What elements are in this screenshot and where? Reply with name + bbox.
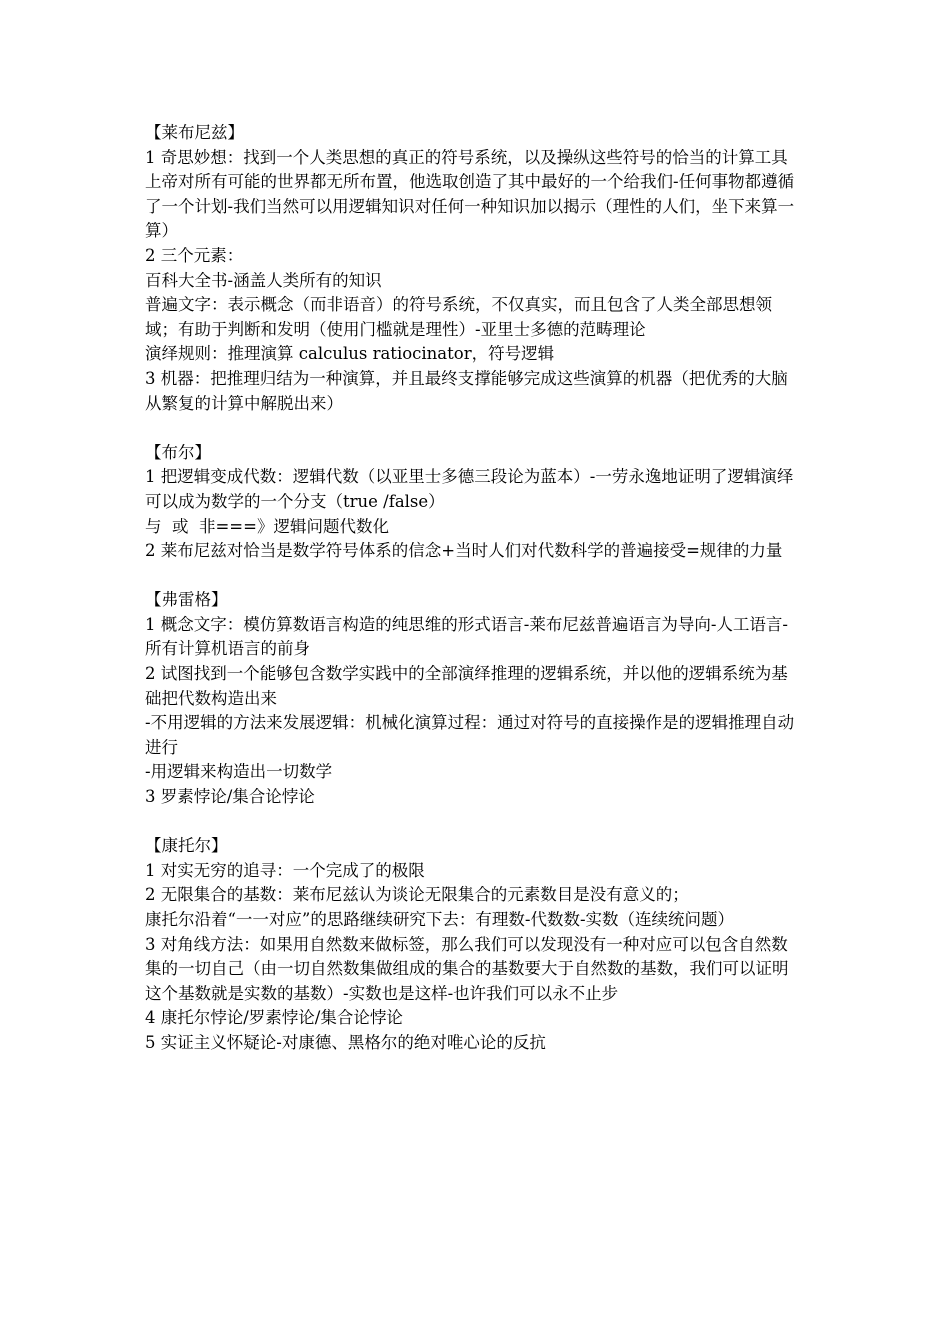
paragraph-line: 3 对角线方法：如果用自然数来做标签，那么我们可以发现没有一种对应可以包含自然数集的一切自己（由一切自然数集做组成的集合的基数要大于自然数的基数，我们可以证明这个基数就是实数的基数）-实数也是这样-也许我们可以永不止步 — [145, 934, 789, 1003]
section-spacer — [145, 564, 800, 589]
paragraph-line: 普遍文字：表示概念（而非语音）的符号系统，不仅真实，而且包含了人类全部思想领域；有助于判断和发明（使用门槛就是理性）-亚里士多德的范畴理论 — [145, 295, 772, 339]
section-boole — [145, 441, 800, 564]
section-title: 【布尔】 — [145, 442, 211, 462]
paragraph-line: 1 对实无穷的追寻：一个完成了的极限 — [145, 860, 425, 880]
document-page — [145, 121, 800, 1056]
section-title: 【弗雷格】 — [145, 590, 228, 610]
paragraph-line: 2 莱布尼兹对恰当是数学符号体系的信念+当时人们对代数科学的普遍接受=规律的力量 — [145, 541, 783, 561]
section-title: 【康托尔】 — [145, 836, 228, 856]
section-spacer — [145, 416, 800, 441]
paragraph-line: 1 概念文字：模仿算数语言构造的纯思维的形式语言-莱布尼兹普遍语言为导向-人工语言-所有计算机语言的前身 — [145, 614, 788, 659]
paragraph-line: 1 奇思妙想：找到一个人类思想的真正的符号系统，以及操纵这些符号的恰当的计算工具 — [145, 147, 788, 167]
section-spacer — [145, 810, 800, 835]
paragraph-line: -不用逻辑的方法来发展逻辑：机械化演算过程：通过对符号的直接操作是的逻辑推理自动进行 — [145, 713, 795, 757]
paragraph-line: 百科大全书-涵盖人类所有的知识 — [145, 270, 382, 290]
section-frege — [145, 588, 800, 809]
section-title: 【莱布尼兹】 — [145, 123, 244, 142]
paragraph-line: 2 三个元素： — [145, 245, 244, 265]
section-leibniz — [145, 121, 800, 416]
paragraph-line: 2 无限集合的基数：莱布尼兹认为谈论无限集合的元素数目是没有意义的； — [145, 885, 689, 905]
paragraph-line: 3 机器：把推理归结为一种演算，并且最终支撑能够完成这些演算的机器（把优秀的大脑从繁复的计算中解脱出来） — [145, 368, 788, 413]
paragraph-line: 5 实证主义怀疑论-对康德、黑格尔的绝对唯心论的反抗 — [145, 1032, 546, 1052]
paragraph-line: 康托尔沿着“一一对应”的思路继续研究下去：有理数-代数数-实数（连续统问题） — [145, 910, 735, 929]
paragraph-line: 与 或 非===》逻辑问题代数化 — [145, 516, 389, 536]
paragraph-line: 上帝对所有可能的世界都无所布置，他选取创造了其中最好的一个给我们-任何事物都遵循了一个计划-我们当然可以用逻辑知识对任何一种知识加以揭示（理性的人们，坐下来算一算） — [145, 172, 795, 241]
paragraph-line: 3 罗素悖论/集合论悖论 — [145, 787, 315, 807]
paragraph-line: 2 试图找到一个能够包含数学实践中的全部演绎推理的逻辑系统，并以他的逻辑系统为基础把代数构造出来 — [145, 664, 788, 708]
paragraph-line: 4 康托尔悖论/罗素悖论/集合论悖论 — [145, 1008, 403, 1028]
section-cantor — [145, 834, 800, 1055]
paragraph-line: -用逻辑来构造出一切数学 — [145, 762, 333, 782]
paragraph-line: 演绎规则：推理演算 calculus ratiocinator，符号逻辑 — [145, 344, 555, 364]
paragraph-line: 1 把逻辑变成代数：逻辑代数（以亚里士多德三段论为蓝本）-一劳永逸地证明了逻辑演绎可以成为数学的一个分支（true /false） — [145, 467, 794, 511]
